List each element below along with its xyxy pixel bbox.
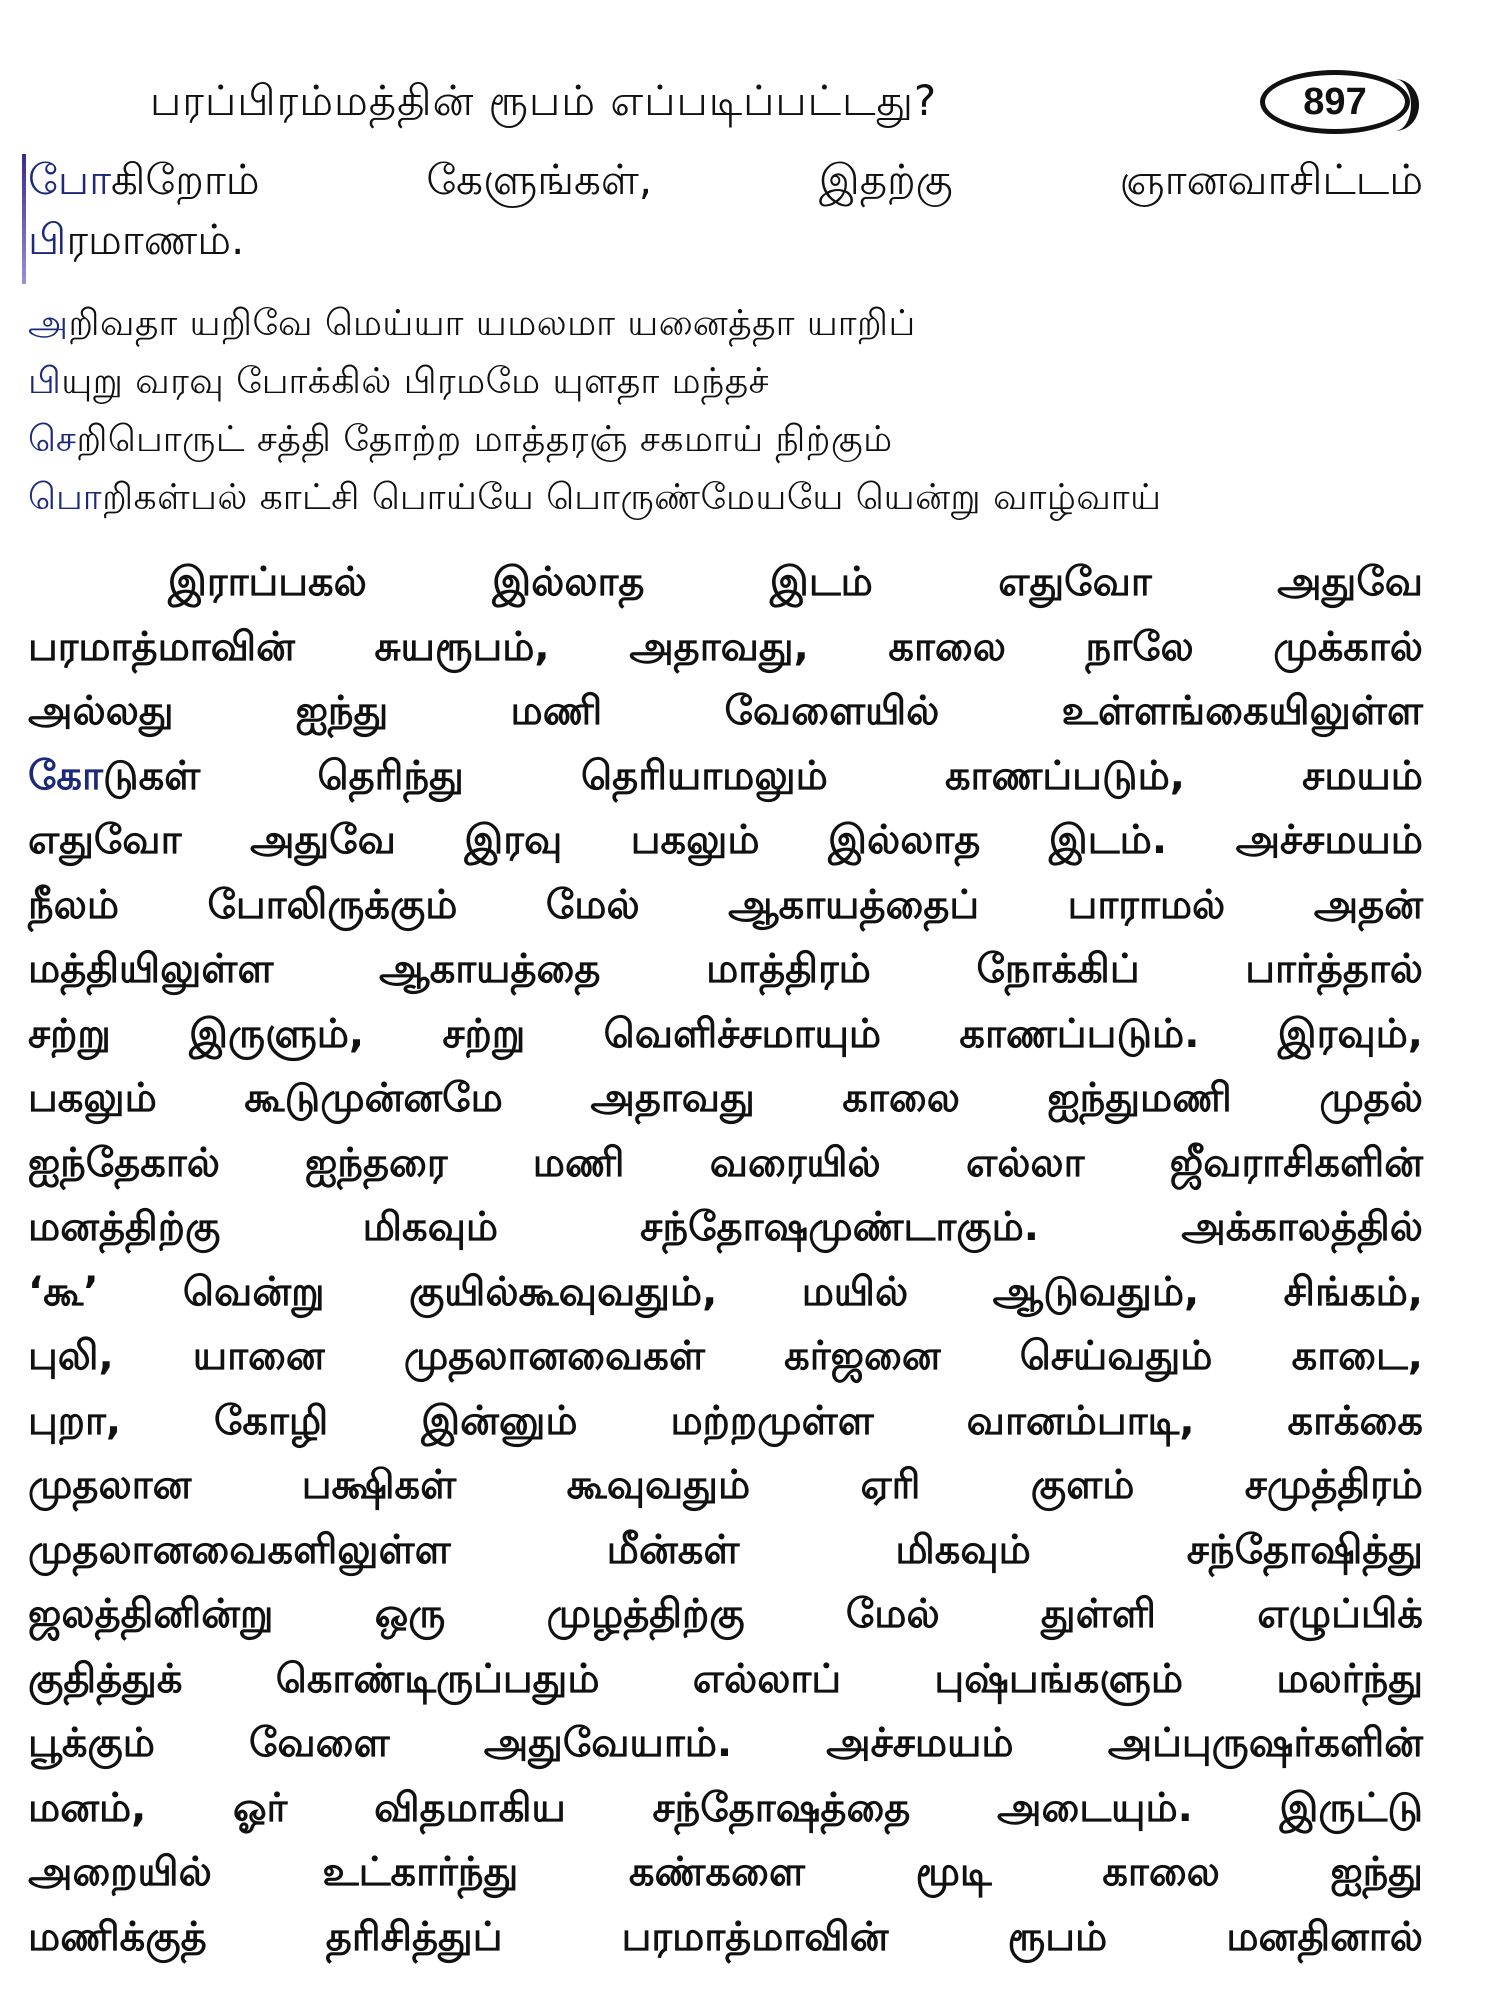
- page-title: பரப்பிரம்மத்தின் ரூபம் எப்படிப்பட்டது?: [150, 76, 938, 125]
- body-line: பரமாத்மாவின் சுயரூபம், அதாவது, காலை நாலே முக்கால்: [28, 623, 1423, 670]
- intro-line: பிரமாணம்.: [28, 215, 245, 264]
- body-line: முதலான பக்ஷிகள் கூவுவதும் ஏரி குளம் சமுத்திரம்: [28, 1462, 1423, 1508]
- margin-bar: [22, 154, 26, 284]
- body-line: ‘கூ’ வென்று குயில்கூவுவதும், மயில் ஆடுவதும், சிங்கம்,: [28, 1268, 1423, 1315]
- verse-line: அறிவதா யறிவே மெய்யா யமலமா யனைத்தா யாறிப்: [28, 303, 916, 344]
- body-line: சற்று இருளும், சற்று வெளிச்சமாயும் காணப்படும். இரவும்,: [28, 1010, 1423, 1057]
- page-header: [150, 70, 1420, 160]
- body-paragraph: [28, 550, 1423, 1969]
- body-line: மணிக்குத் தரிசித்துப் பரமாத்மாவின் ரூபம் மனதினால்: [28, 1913, 1423, 1960]
- verse-line: செறிபொருட் சத்தி தோற்ற மாத்தரஞ் சகமாய் நிற்கும்: [28, 419, 893, 460]
- body-line: இராப்பகல் இல்லாத இடம் எதுவோ அதுவே: [168, 559, 1423, 605]
- intro-line: போகிறோம் கேளுங்கள், இதற்கு ஞானவாசிட்டம்: [28, 155, 1423, 204]
- body-line: கோடுகள் தெரிந்து தெரியாமலும் காணப்படும், சமயம்: [28, 752, 1423, 799]
- body-line: மனத்திற்கு மிகவும் சந்தோஷமுண்டாகும். அக்காலத்தில்: [28, 1204, 1423, 1250]
- body-line: புலி, யானை முதலானவைகள் கர்ஜனை செய்வதும் காடை,: [28, 1333, 1423, 1379]
- body-line: அறையில் உட்கார்ந்து கண்களை மூடி காலை ஐந்து: [28, 1849, 1423, 1895]
- body-line: எதுவோ அதுவே இரவு பகலும் இல்லாத இடம். அச்சமயம்: [28, 817, 1423, 863]
- page-number-badge: 897: [1260, 70, 1410, 134]
- verse-line: பொறிகள்பல் காட்சி பொய்யே பொருண்மேயயே யென்று வாழ்வாய்: [28, 477, 1162, 518]
- body-line: ஜலத்தினின்று ஒரு முழத்திற்கு மேல் துள்ளி எழுப்பிக்: [28, 1591, 1423, 1637]
- body-line: அல்லது ஐந்து மணி வேளையில் உள்ளங்கையிலுள்ள: [28, 688, 1423, 734]
- body-line: முதலானவைகளிலுள்ள மீன்கள் மிகவும் சந்தோஷித்து: [28, 1526, 1423, 1573]
- body-line: பகலும் கூடுமுன்னமே அதாவது காலை ஐந்துமணி முதல்: [28, 1075, 1423, 1121]
- body-line: மனம், ஓர் விதமாகிய சந்தோஷத்தை அடையும். இருட்டு: [28, 1784, 1423, 1831]
- body-line: புறா, கோழி இன்னும் மற்றமுள்ள வானம்பாடி, காக்கை: [28, 1397, 1423, 1444]
- body-line: மத்தியிலுள்ள ஆகாயத்தை மாத்திரம் நோக்கிப் பார்த்தால்: [28, 946, 1423, 992]
- verse-block: [28, 295, 1423, 527]
- intro-paragraph: [28, 150, 1423, 270]
- body-line: நீலம் போலிருக்கும் மேல் ஆகாயத்தைப் பாராமல் அதன்: [28, 881, 1423, 928]
- verse-line: பியுறு வரவு போக்கில் பிரமமே யுளதா மந்தச்: [28, 361, 770, 402]
- body-line: குதித்துக் கொண்டிருப்பதும் எல்லாப் புஷ்பங்களும் மலர்ந்து: [28, 1655, 1423, 1702]
- body-line: ஐந்தேகால் ஐந்தரை மணி வரையில் எல்லா ஜீவராசிகளின்: [28, 1139, 1423, 1186]
- body-line: பூக்கும் வேளை அதுவேயாம். அச்சமயம் அப்புருஷர்களின்: [28, 1720, 1423, 1766]
